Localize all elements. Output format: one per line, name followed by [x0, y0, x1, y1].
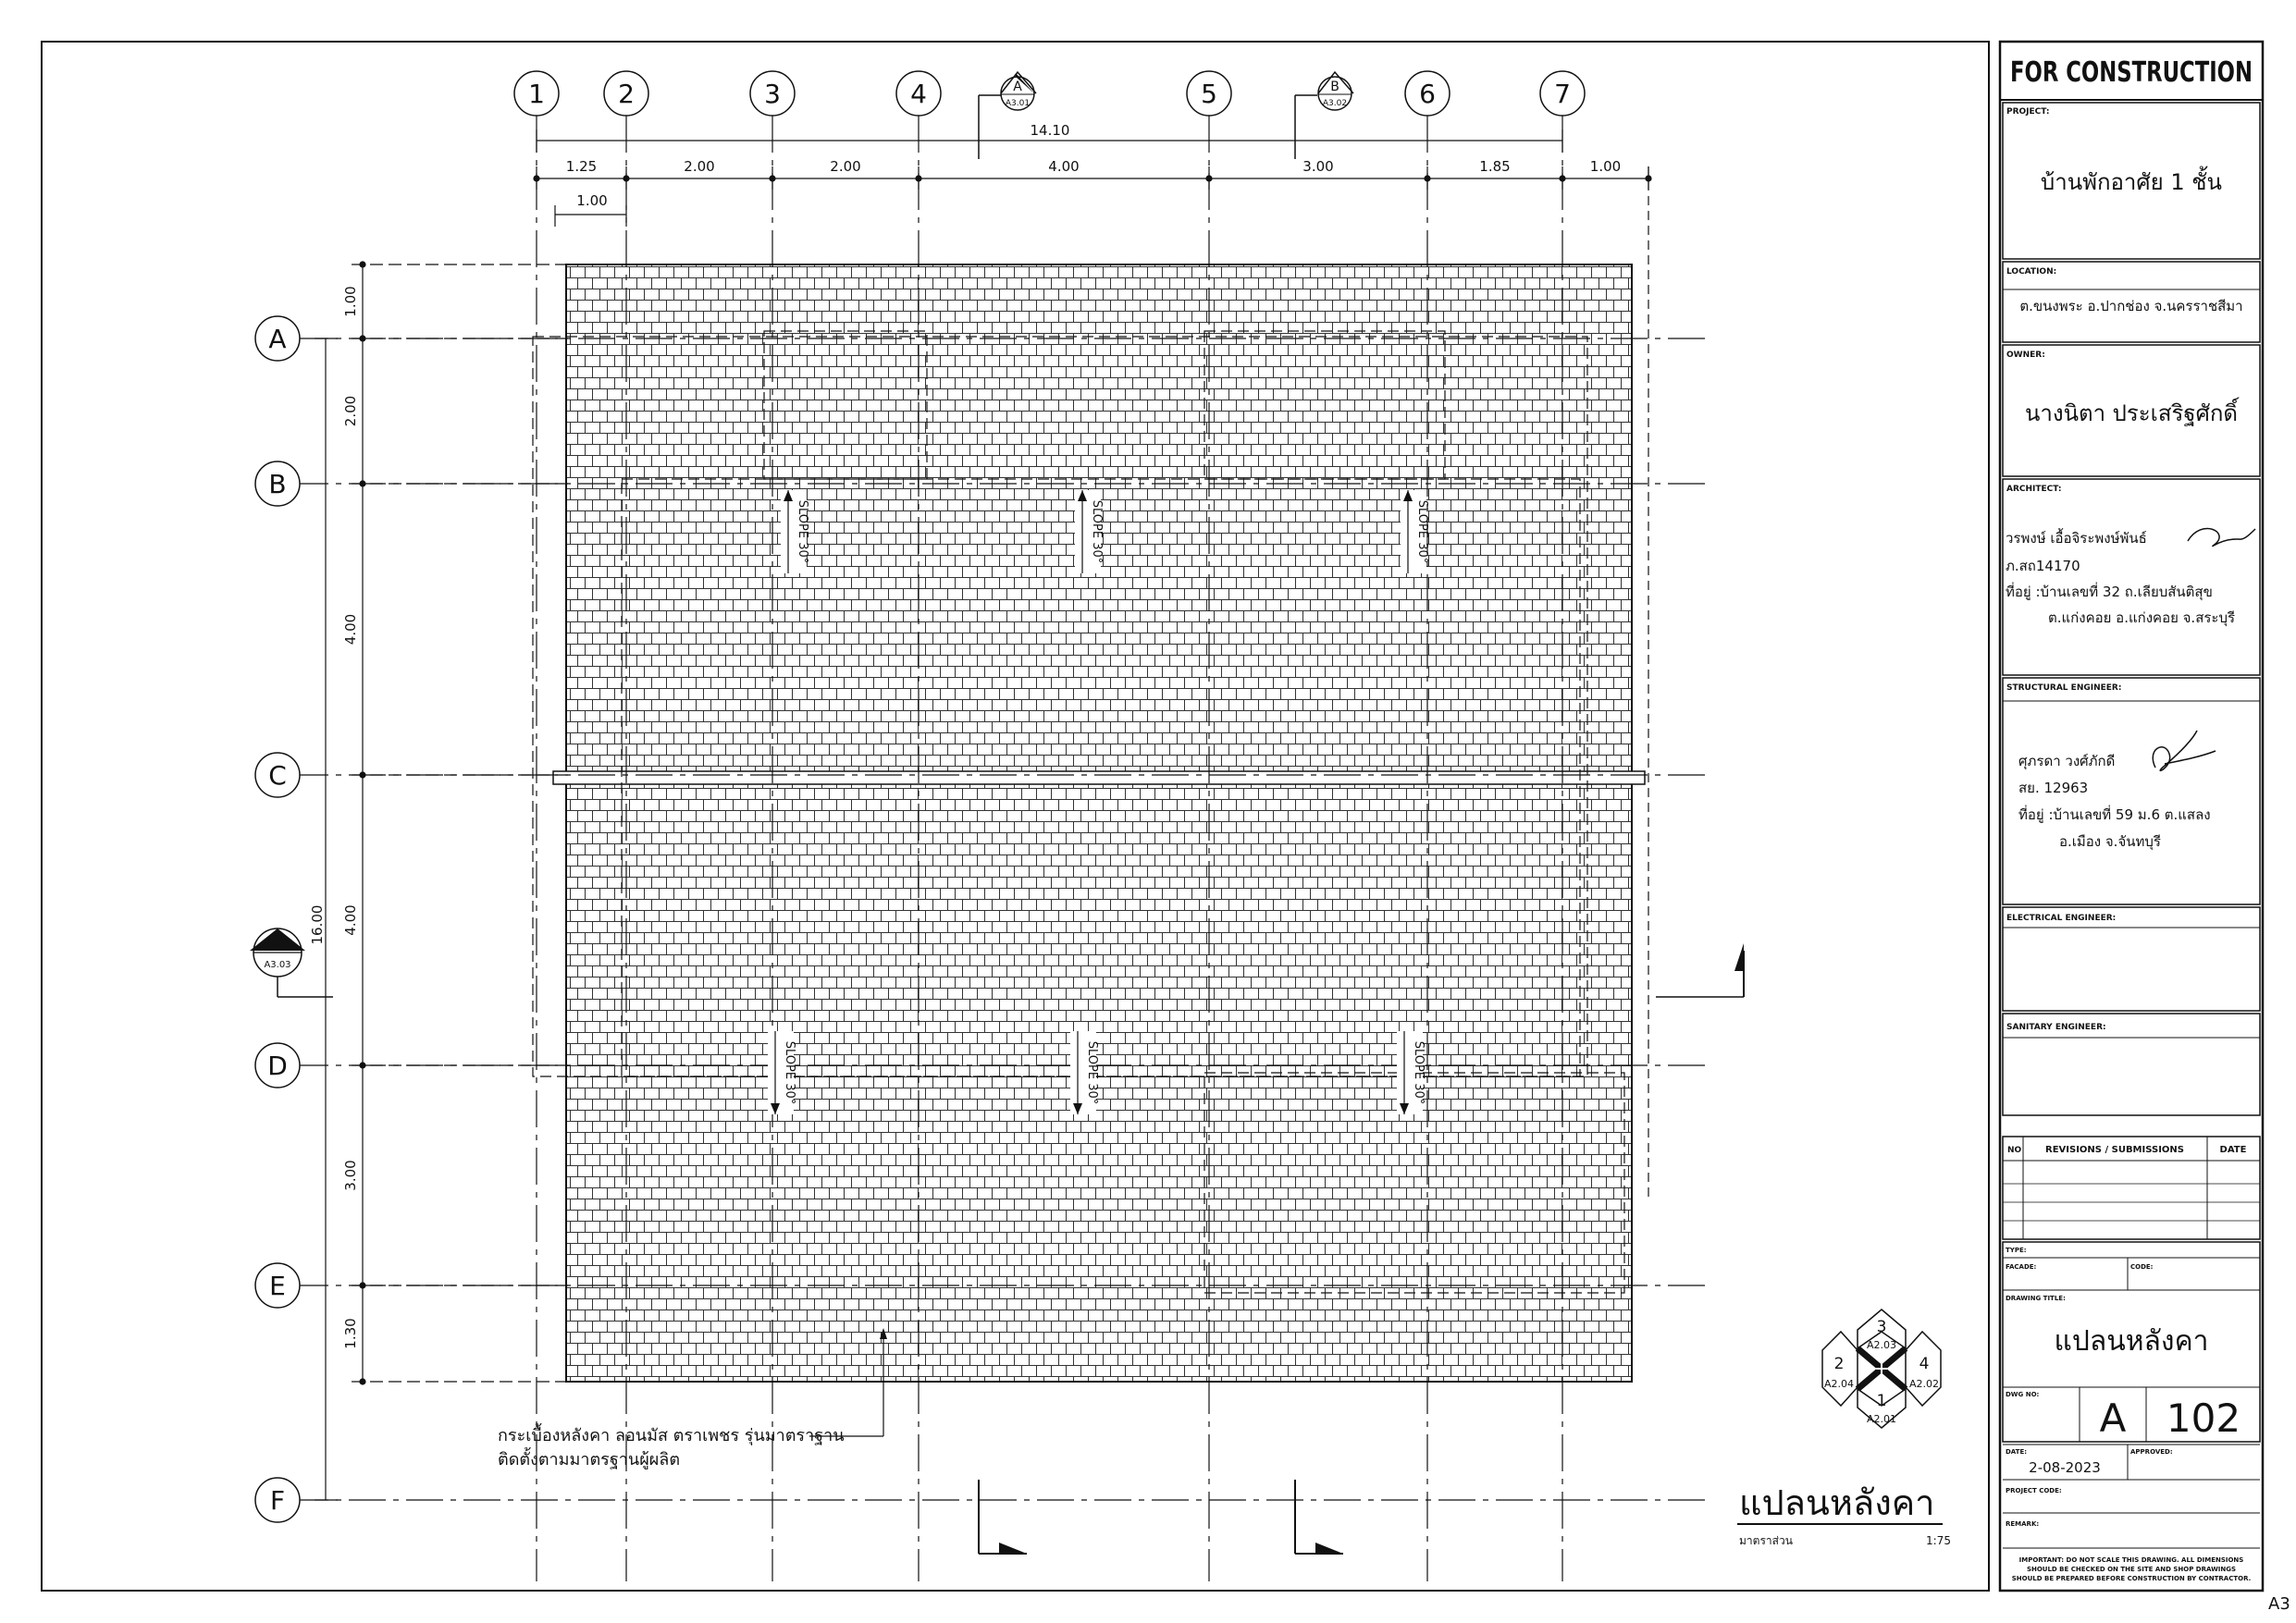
important-note-1: IMPORTANT: DO NOT SCALE THIS DRAWING. ALL DIMENSIONS [2018, 1556, 2244, 1564]
revision-no-header: NO [2007, 1146, 2022, 1155]
slope-arrow [1397, 1031, 1426, 1114]
drawing-title: แปลนหลังคา [2054, 1325, 2209, 1358]
grid-bubble-7 [1540, 71, 1585, 116]
column-spacing-dim: 2.00 [830, 158, 861, 175]
section-cut-right [1656, 943, 1744, 997]
row-spacing-dim: 1.00 [342, 286, 359, 317]
svg-text:A3.01: A3.01 [1005, 99, 1031, 108]
date-value: 2-08-2023 [2029, 1459, 2101, 1476]
grid-bubble-D [255, 1043, 300, 1088]
svg-text:SLOPE 30°: SLOPE 30° [1412, 1040, 1426, 1105]
dim-dot [534, 176, 539, 181]
architect-address-1: ที่อยู่ :บ้านเลขที่ 32 ถ.เลียบสันติสุข [2006, 584, 2213, 600]
svg-text:SLOPE 30°: SLOPE 30° [1085, 1040, 1099, 1105]
slope-arrow [768, 1031, 796, 1114]
owner-name: นางนิตา ประเสริฐศักดิ์ [2024, 400, 2239, 426]
dim-dot [1560, 176, 1565, 181]
svg-text:2: 2 [618, 79, 635, 109]
overall-depth-dim: 16.00 [309, 904, 326, 945]
svg-text:5: 5 [1201, 79, 1217, 109]
facade-label: FACADE: [2006, 1263, 2037, 1271]
row-spacing-dim: 4.00 [342, 904, 359, 936]
column-spacing-dim: 3.00 [1302, 158, 1334, 175]
svg-text:B: B [268, 469, 287, 499]
dim-dot [360, 1063, 365, 1068]
section-cut-bottom-a [979, 1480, 1027, 1554]
svg-text:4: 4 [1919, 1355, 1930, 1373]
project-code-label: PROJECT CODE: [2006, 1487, 2062, 1494]
dim-dot [623, 176, 629, 181]
grid-row-bubbles [255, 316, 300, 1522]
grid-bubble-C [255, 753, 300, 797]
grid-bubble-3 [750, 71, 795, 116]
svg-text:4: 4 [910, 79, 927, 109]
grid-bubble-F [255, 1478, 300, 1522]
section-mark-b [1295, 72, 1353, 159]
electrical-engineer-label: ELECTRICAL ENGINEER: [2006, 914, 2117, 923]
dim-dot [360, 772, 365, 778]
sanitary-engineer-label: SANITARY ENGINEER: [2006, 1023, 2106, 1032]
architect-name: วรพงษ์ เอื้อจิระพงษ์พันธ์ [2006, 530, 2147, 547]
grid-bubble-A [255, 316, 300, 361]
location-value: ต.ขนงพระ อ.ปากช่อง จ.นครราชสีมา [2019, 298, 2243, 314]
roof-note-line2: ติดตั้งตามมาตรฐานผู้ผลิต [498, 1450, 681, 1469]
revision-date-header: DATE [2219, 1145, 2247, 1155]
section-cut-bottom-b [1295, 1480, 1343, 1554]
column-spacing-dim: 2.00 [684, 158, 715, 175]
grid-column-bubbles [514, 71, 1585, 116]
drawing-title-label: DRAWING TITLE: [2006, 1295, 2066, 1302]
svg-text:A3.02: A3.02 [1322, 99, 1348, 108]
column-spacing-dim: 1.25 [565, 158, 598, 175]
svg-text:7: 7 [1554, 79, 1571, 109]
dwg-number: 102 [2166, 1396, 2241, 1441]
dim-dot [916, 176, 921, 181]
plan-title: แปลนหลังคา [1739, 1482, 1935, 1523]
svg-text:SLOPE 30°: SLOPE 30° [783, 1040, 796, 1105]
slope-arrow [1075, 490, 1104, 573]
svg-text:D: D [267, 1051, 288, 1081]
location-label: LOCATION: [2006, 267, 2057, 277]
approved-label: APPROVED: [2130, 1448, 2173, 1456]
svg-text:A: A [268, 324, 287, 354]
sheet-size-label: A3 [2268, 1594, 2290, 1614]
slope-arrow [1401, 490, 1429, 573]
dim-dot [1646, 176, 1651, 181]
slope-arrow [781, 490, 809, 573]
svg-text:1: 1 [1876, 1392, 1887, 1410]
grid-bubble-5 [1187, 71, 1231, 116]
row-dim-texts [342, 286, 359, 1348]
type-label: TYPE: [2006, 1247, 2027, 1254]
dim-dot [770, 176, 775, 181]
svg-text:3: 3 [1876, 1318, 1887, 1336]
project-name: บ้านพักอาศัย 1 ชั้น [2041, 169, 2222, 195]
svg-text:B: B [1330, 80, 1339, 94]
column-dim-texts [566, 158, 1621, 175]
column-spacing-dim: 1.00 [1589, 158, 1622, 175]
svg-text:2: 2 [1833, 1355, 1845, 1373]
roof-tile-field [566, 264, 1632, 1382]
row-spacing-dim: 3.00 [342, 1160, 359, 1191]
dim-dot [360, 481, 365, 486]
dim-dot [360, 336, 365, 341]
grid-bubble-1 [514, 71, 559, 116]
svg-text:SLOPE 30°: SLOPE 30° [796, 499, 809, 564]
column-spacing-dim: 4.00 [1048, 158, 1080, 175]
dim-dot [360, 262, 365, 267]
row-spacing-dim: 2.00 [342, 395, 359, 427]
scale-label: มาตราส่วน [1739, 1534, 1793, 1547]
svg-text:A2.04: A2.04 [1823, 1378, 1855, 1390]
elevation-key [1822, 1309, 1941, 1428]
scale-value: 1:75 [1926, 1534, 1951, 1547]
important-note-3: SHOULD BE PREPARED BEFORE CONSTRUCTION BY CONTRACTOR. [2011, 1575, 2252, 1582]
svg-text:1: 1 [528, 79, 545, 109]
svg-text:A3.03: A3.03 [264, 960, 291, 970]
architect-label: ARCHITECT: [2006, 485, 2062, 494]
grid-bubble-6 [1405, 71, 1450, 116]
svg-text:A2.03: A2.03 [1866, 1339, 1897, 1351]
architect-license: ภ.สถ14170 [2006, 558, 2080, 574]
owner-label: OWNER: [2006, 350, 2045, 360]
dim-dot [1425, 176, 1430, 181]
code-label: CODE: [2130, 1263, 2154, 1271]
svg-text:3: 3 [764, 79, 781, 109]
svg-text:A: A [1013, 80, 1022, 94]
svg-text:F: F [269, 1485, 286, 1516]
overhang-dim: 1.00 [576, 192, 608, 209]
svg-text:C: C [273, 937, 282, 952]
roof-ridge [553, 771, 1645, 784]
dwg-letter: A [2099, 1396, 2127, 1441]
grid-bubble-4 [896, 71, 941, 116]
section-mark-a [979, 72, 1036, 159]
roof-note-line1: กระเบื้องหลังคา ลอนมัส ตราเพชร รุ่นมาตราฐาน [498, 1426, 845, 1445]
structural-engineer-address-1: ที่อยู่ :บ้านเลขที่ 59 ม.6 ต.แสลง [2018, 806, 2211, 823]
svg-text:SLOPE 30°: SLOPE 30° [1090, 499, 1104, 564]
structural-engineer-label: STRUCTURAL ENGINEER: [2006, 683, 2122, 693]
grid-bubble-B [255, 461, 300, 506]
dwg-no-label: DWG NO: [2006, 1391, 2040, 1398]
row-spacing-dim: 4.00 [342, 613, 359, 646]
remark-label: REMARK: [2006, 1520, 2040, 1528]
architect-address-2: ต.แก่งคอย อ.แก่งคอย จ.สระบุรี [2048, 609, 2236, 626]
grid-bubble-2 [604, 71, 648, 116]
svg-text:6: 6 [1419, 79, 1436, 109]
svg-text:C: C [268, 760, 287, 791]
svg-text:E: E [269, 1271, 286, 1301]
row-spacing-dim: 1.30 [342, 1318, 359, 1349]
svg-text:A2.01: A2.01 [1866, 1413, 1897, 1425]
slope-arrow [1070, 1031, 1099, 1114]
project-label: PROJECT: [2006, 107, 2050, 117]
structural-engineer-name: ศุภรดา วงศ์ภักดี [2018, 753, 2116, 769]
dim-dot [1206, 176, 1212, 181]
revision-title-header: REVISIONS / SUBMISSIONS [2045, 1145, 2184, 1155]
for-construction-header: FOR CONSTRUCTION [2010, 56, 2253, 89]
engineer-signature [2153, 731, 2216, 770]
dim-dot [360, 1283, 365, 1288]
svg-text:A2.02: A2.02 [1908, 1378, 1940, 1390]
architect-signature [2188, 529, 2255, 547]
structural-engineer-address-2: อ.เมือง จ.จันทบุรี [2059, 833, 2161, 850]
overall-width-dim: 14.10 [1030, 122, 1070, 139]
column-spacing-dim: 1.85 [1479, 158, 1511, 175]
grid-bubble-E [255, 1263, 300, 1308]
structural-engineer-license: สย. 12963 [2018, 780, 2089, 796]
svg-text:SLOPE 30°: SLOPE 30° [1415, 499, 1429, 564]
important-note-2: SHOULD BE CHECKED ON THE SITE AND SHOP DRAWINGS [2026, 1566, 2237, 1573]
date-label: DATE: [2006, 1448, 2028, 1456]
dim-dot [360, 1379, 365, 1384]
